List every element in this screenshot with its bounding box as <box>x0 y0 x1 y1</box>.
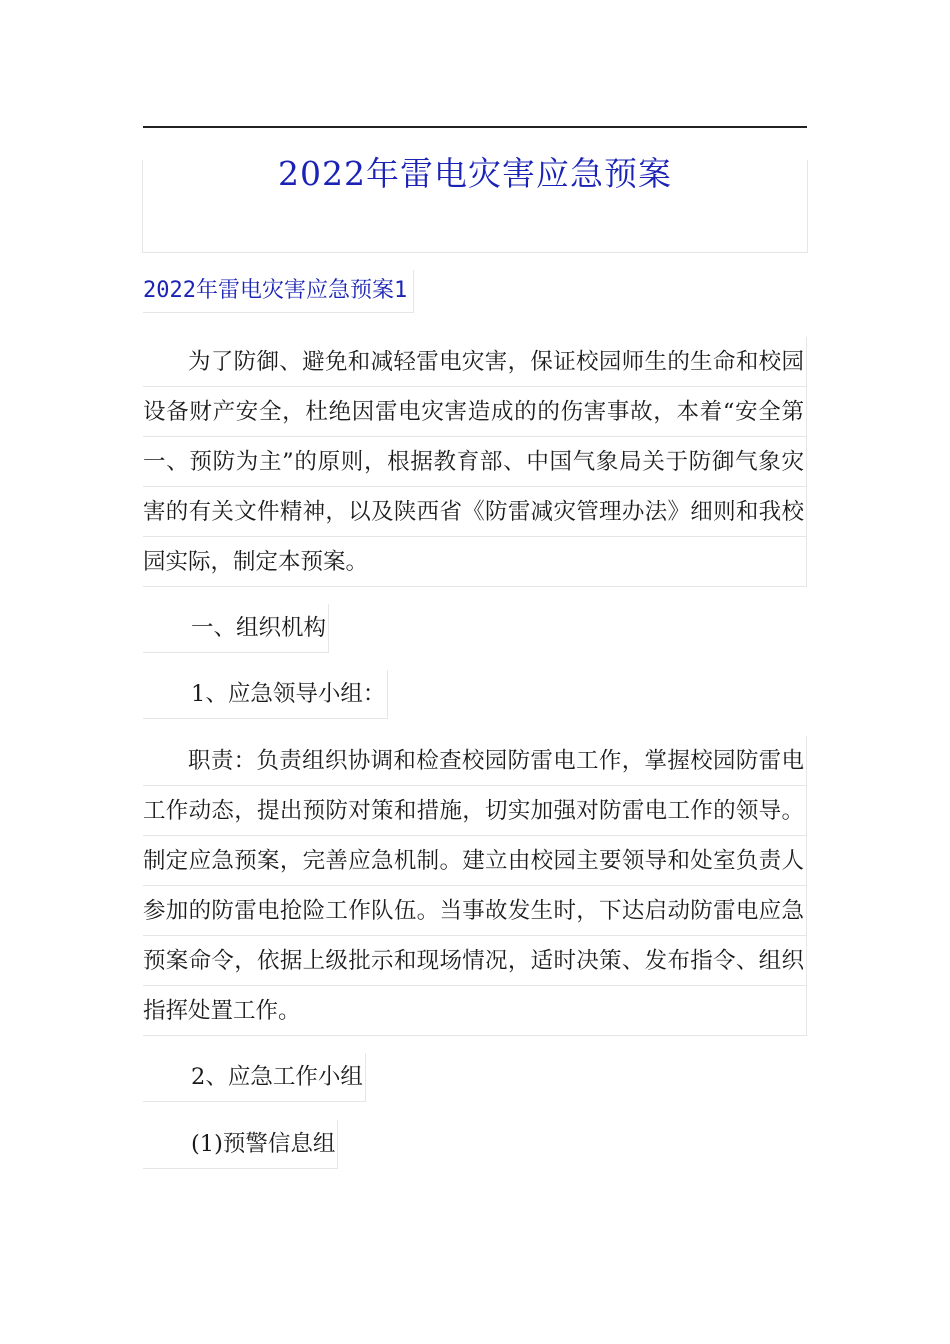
intro-paragraph: 为了防御、避免和减轻雷电灾害，保证校园师生的生命和校园设备财产安全，杜绝因雷电灾害造成的的伤害事故，本着“安全第一、预防为主”的原则，根据教育部、中国气象局关于防御气象灾害的有关文件精神，以及陕西省《防雷减灾管理办法》细则和我校园实际，制定本预案。 <box>143 337 807 587</box>
heading-warning-group: (1)预警信息组 <box>143 1120 338 1169</box>
leader-duties-paragraph: 职责：负责组织协调和检查校园防雷电工作，掌握校园防雷电工作动态，提出预防对策和措施，切实加强对防雷电工作的领导。制定应急预案，完善应急机制。建立由校园主要领导和处室负责人参加的防雷电抢险工作队伍。当事故发生时，下达启动防雷电应急预案命令，依据上级批示和现场情况，适时决策、发布指令、组织指挥处置工作。 <box>143 736 807 1036</box>
document-title: 2022年雷电灾害应急预案 <box>278 154 672 193</box>
header-rule <box>143 126 807 128</box>
heading-organization: 一、组织机构 <box>143 604 329 653</box>
heading-work-group: 2、应急工作小组 <box>143 1053 366 1102</box>
section-heading: 2022年雷电灾害应急预案1 <box>143 270 414 313</box>
heading-leader-group: 1、应急领导小组： <box>143 670 388 719</box>
